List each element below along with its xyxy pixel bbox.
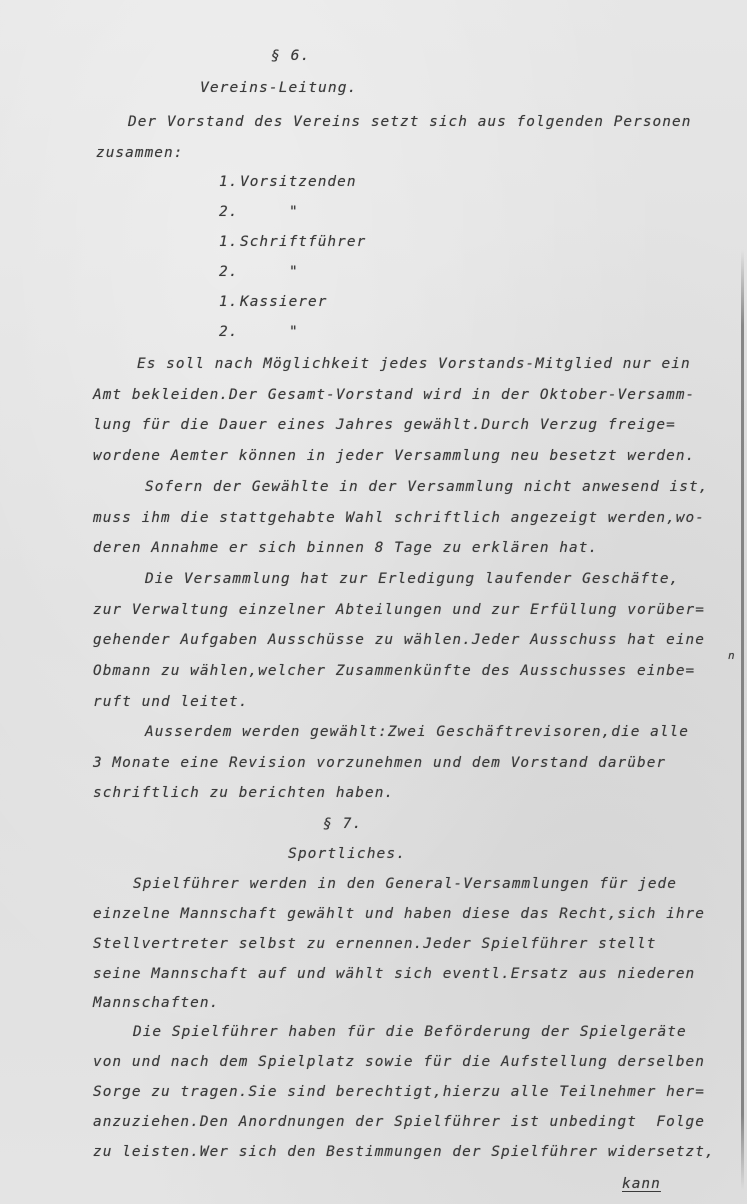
paragraph-line: Sorge zu tragen.Sie sind berechtigt,hierzu alle Teilnehmer her= — [93, 1084, 705, 1100]
paragraph-line: schriftlich zu berichten haben. — [93, 785, 395, 801]
list-item-number: 2. — [219, 324, 239, 340]
paragraph-line: muss ihm die stattgehabte Wahl schriftlich angezeigt werden,wo- — [93, 510, 705, 526]
paragraph-line: ruft und leitet. — [93, 694, 249, 710]
paragraph-line: Amt bekleiden.Der Gesamt-Vorstand wird in der Oktober-Versamm- — [93, 387, 696, 403]
paragraph-line: Sofern der Gewählte in der Versammlung nicht anwesend ist, — [145, 479, 709, 495]
paragraph-line: Stellvertreter selbst zu ernennen.Jeder Spielführer stellt — [93, 936, 657, 952]
paragraph-line: Die Versammlung hat zur Erledigung laufender Geschäfte, — [145, 571, 680, 587]
paragraph-line: seine Mannschaft auf und wählt sich eventl.Ersatz aus niederen — [93, 966, 696, 982]
list-item-number: 1. — [219, 294, 239, 310]
list-item-number: 2. — [219, 264, 239, 280]
paragraph-line: wordene Aemter können in jeder Versammlung neu besetzt werden. — [93, 448, 696, 464]
paragraph-line: Mannschaften. — [93, 995, 220, 1011]
paragraph-line: anzuziehen.Den Anordnungen der Spielführer ist unbedingt Folge — [93, 1114, 705, 1130]
list-item-label: " — [289, 264, 299, 280]
section-7-title: Sportliches. — [288, 845, 407, 862]
paragraph-line: zur Verwaltung einzelner Abteilungen und zur Erfüllung vorüber= — [93, 602, 705, 618]
paragraph-line: einzelne Mannschaft gewählt und haben diese das Recht,sich ihre — [93, 906, 705, 922]
paragraph-line: zu leisten.Wer sich den Bestimmungen der Spielführer widersetzt, — [93, 1144, 715, 1160]
section-6-title: Vereins-Leitung. — [200, 79, 358, 96]
catchword: kann — [622, 1176, 661, 1192]
paragraph-line: 3 Monate eine Revision vorzunehmen und dem Vorstand darüber — [93, 755, 667, 771]
paragraph-line: Es soll nach Möglichkeit jedes Vorstands-Mitglied nur ein — [137, 356, 691, 372]
list-item-number: 1. — [219, 174, 239, 190]
paragraph-line: von und nach dem Spielplatz sowie für die Aufstellung derselben — [93, 1054, 705, 1070]
section-7-number: § 7. — [323, 815, 363, 832]
interlinear-correction: n — [728, 649, 736, 662]
paragraph-line: gehender Aufgaben Ausschüsse zu wählen.Jeder Ausschuss hat eine — [93, 632, 705, 648]
list-item-number: 1. — [219, 234, 239, 250]
page-edge-shadow — [741, 250, 744, 1190]
list-item-label: Vorsitzenden — [240, 174, 357, 190]
paragraph-line: Obmann zu wählen,welcher Zusammenkünfte des Ausschusses einbe= — [93, 663, 696, 679]
paragraph-line: deren Annahme er sich binnen 8 Tage zu erklären hat. — [93, 540, 599, 556]
paragraph-line: Ausserdem werden gewählt:Zwei Geschäftrevisoren,die alle — [145, 724, 689, 740]
list-item-label: Kassierer — [240, 294, 328, 310]
list-item-label: Schriftführer — [240, 234, 367, 250]
paragraph-line: lung für die Dauer eines Jahres gewählt.Durch Verzug freige= — [93, 417, 676, 433]
list-item-label: " — [289, 204, 299, 220]
paragraph-line: Die Spielführer haben für die Beförderung der Spielgeräte — [133, 1024, 687, 1040]
section-6-intro-line-1: Der Vorstand des Vereins setzt sich aus folgenden Personen — [128, 114, 692, 130]
paragraph-line: Spielführer werden in den General-Versammlungen für jede — [133, 876, 677, 892]
list-item-label: " — [289, 324, 299, 340]
list-item-number: 2. — [219, 204, 239, 220]
section-6-intro-line-2: zusammen: — [96, 145, 184, 161]
section-6-number: § 6. — [271, 47, 311, 64]
